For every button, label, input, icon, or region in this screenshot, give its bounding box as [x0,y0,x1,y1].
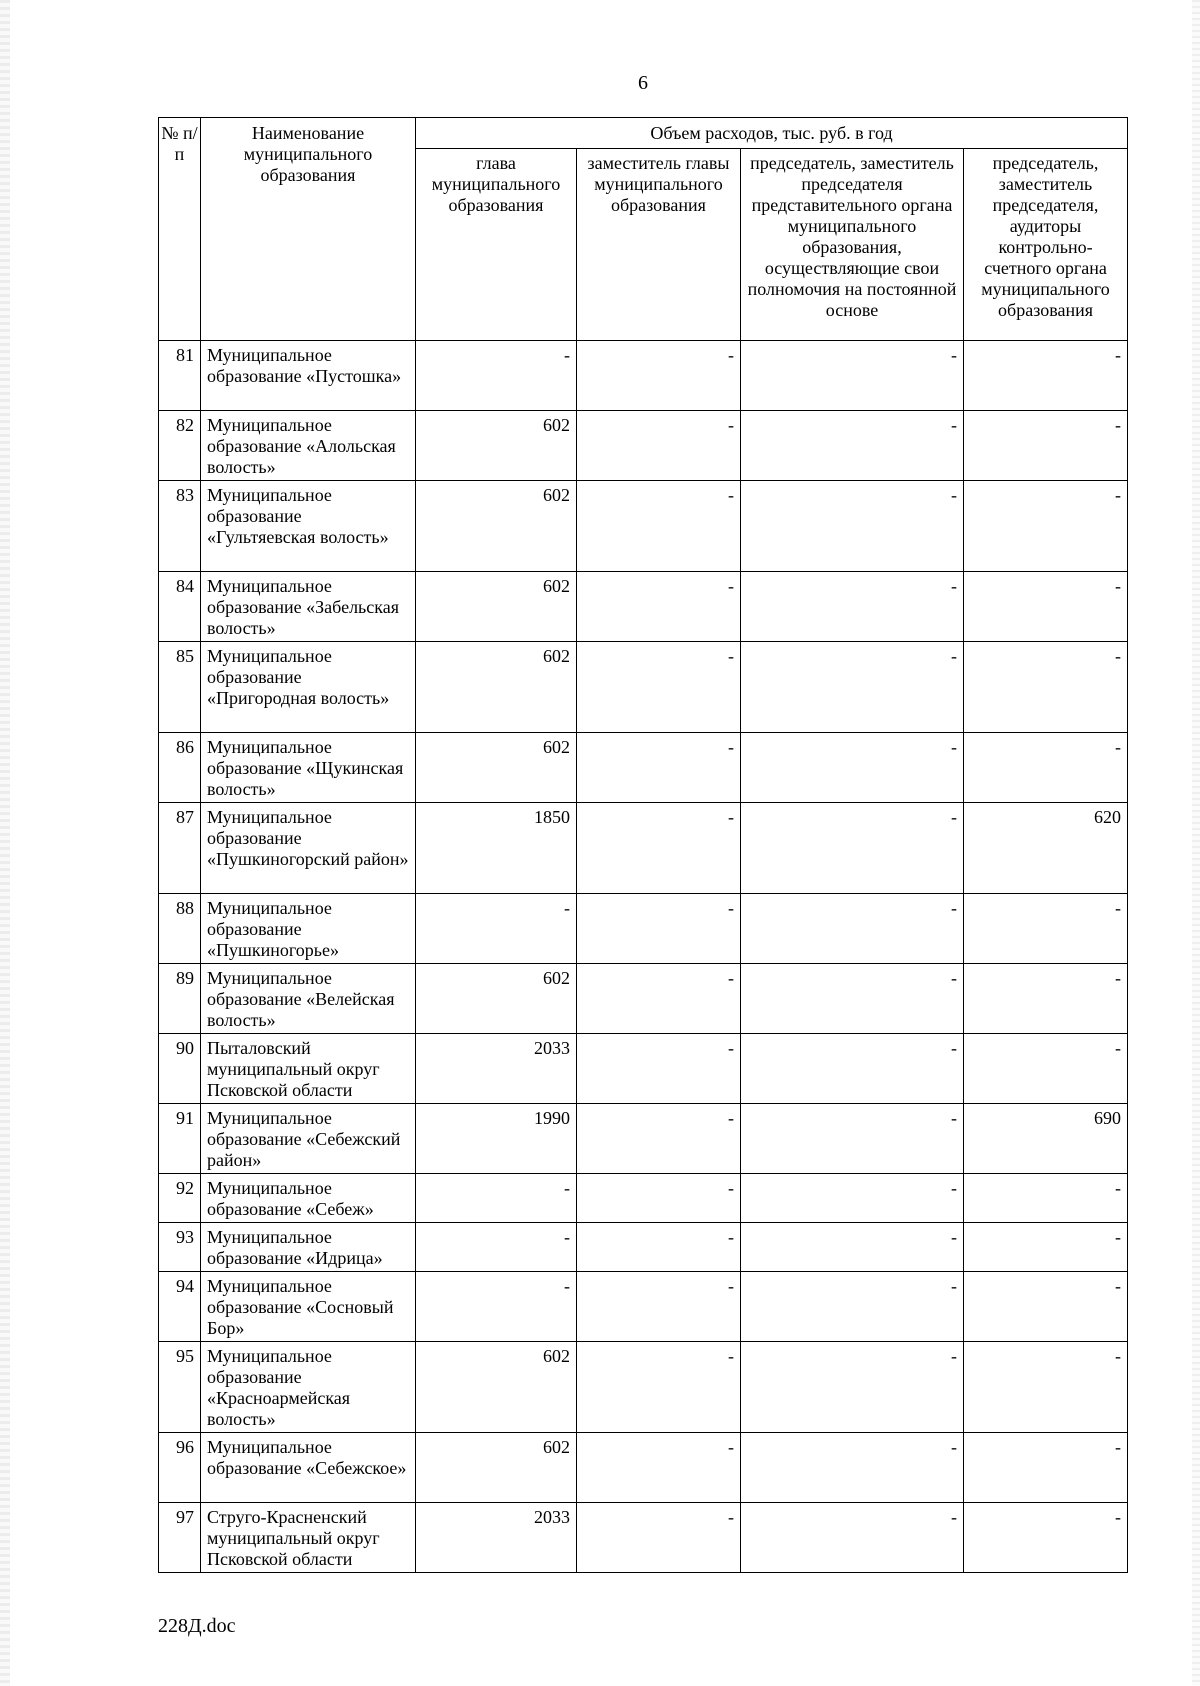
value-audit-chamber: - [964,1034,1128,1104]
value-council-chair: - [741,803,964,894]
value-deputy: - [577,572,741,642]
value-head: - [416,1272,577,1342]
row-number: 93 [159,1223,201,1272]
municipality-name: Муниципальное образование «Себеж» [201,1174,416,1223]
municipality-name: Муниципальное образование «Пушкиногорье» [201,894,416,964]
value-audit-chamber: - [964,1503,1128,1573]
table-row [159,1272,1128,1342]
row-number: 95 [159,1342,201,1433]
row-number: 87 [159,803,201,894]
value-head: 602 [416,481,577,572]
table-row [159,1503,1128,1573]
value-council-chair: - [741,1104,964,1174]
municipality-name: Муниципальное образование «Щукинская волость» [201,733,416,803]
municipality-name: Муниципальное образование «Велейская волость» [201,964,416,1034]
value-council-chair: - [741,1272,964,1342]
value-audit-chamber: - [964,642,1128,733]
header-col-council-chair: председатель, заместитель председателя представительного органа муниципального образования, осуществляющие свои полномочия на постоянной основе [741,149,964,341]
table-row [159,733,1128,803]
table-row [159,1342,1128,1433]
table-body [159,341,1128,1573]
row-number: 86 [159,733,201,803]
value-deputy: - [577,1342,741,1433]
header-col-deputy: заместитель главы муниципального образования [577,149,741,341]
value-deputy: - [577,803,741,894]
value-deputy: - [577,964,741,1034]
row-number: 92 [159,1174,201,1223]
table-row [159,964,1128,1034]
row-number: 83 [159,481,201,572]
value-deputy: - [577,1104,741,1174]
value-council-chair: - [741,1342,964,1433]
value-council-chair: - [741,964,964,1034]
value-audit-chamber: - [964,894,1128,964]
value-council-chair: - [741,341,964,411]
value-deputy: - [577,411,741,481]
value-audit-chamber: - [964,1223,1128,1272]
row-number: 84 [159,572,201,642]
value-head: - [416,1174,577,1223]
value-audit-chamber: - [964,964,1128,1034]
value-head: 602 [416,964,577,1034]
value-audit-chamber: - [964,1272,1128,1342]
municipality-name: Муниципальное образование «Забельская волость» [201,572,416,642]
value-head: 602 [416,411,577,481]
table-row [159,803,1128,894]
value-head: 2033 [416,1034,577,1104]
value-deputy: - [577,1503,741,1573]
municipality-name: Муниципальное образование «Пушкиногорский район» [201,803,416,894]
table-row [159,1223,1128,1272]
value-audit-chamber: - [964,411,1128,481]
value-council-chair: - [741,411,964,481]
row-number: 81 [159,341,201,411]
value-deputy: - [577,894,741,964]
municipality-name: Муниципальное образование «Пустошка» [201,341,416,411]
row-number: 90 [159,1034,201,1104]
row-number: 89 [159,964,201,1034]
value-head: 602 [416,642,577,733]
document-filename: 228Д.doc [158,1615,236,1637]
value-council-chair: - [741,1034,964,1104]
value-head: 2033 [416,1503,577,1573]
row-number: 88 [159,894,201,964]
row-number: 96 [159,1433,201,1503]
municipality-name: Пыталовский муниципальный округ Псковской области [201,1034,416,1104]
page-number: 6 [638,72,648,94]
value-audit-chamber: - [964,1342,1128,1433]
municipality-name: Муниципальное образование «Красноармейская волость» [201,1342,416,1433]
table-row [159,341,1128,411]
scan-edge-left [0,0,10,1686]
value-council-chair: - [741,642,964,733]
value-audit-chamber: 690 [964,1104,1128,1174]
header-name: Наименование муниципального образования [201,118,416,341]
table-row [159,1034,1128,1104]
value-council-chair: - [741,1433,964,1503]
table-row [159,411,1128,481]
value-audit-chamber: - [964,572,1128,642]
value-deputy: - [577,341,741,411]
expenses-table [158,117,1128,1573]
value-audit-chamber: - [964,481,1128,572]
value-deputy: - [577,1223,741,1272]
header-col-head: глава муниципального образования [416,149,577,341]
municipality-name: Муниципальное образование «Гультяевская волость» [201,481,416,572]
value-head: - [416,1223,577,1272]
table-row [159,1433,1128,1503]
value-council-chair: - [741,894,964,964]
municipality-name: Муниципальное образование «Пригородная волость» [201,642,416,733]
value-audit-chamber: - [964,733,1128,803]
value-council-chair: - [741,481,964,572]
value-deputy: - [577,481,741,572]
value-audit-chamber: - [964,1433,1128,1503]
value-deputy: - [577,1433,741,1503]
value-head: 602 [416,1433,577,1503]
table-row [159,1174,1128,1223]
table-row [159,1104,1128,1174]
table-row [159,894,1128,964]
value-deputy: - [577,1174,741,1223]
municipality-name: Муниципальное образование «Себежский район» [201,1104,416,1174]
value-head: - [416,341,577,411]
value-head: 1850 [416,803,577,894]
table-row [159,572,1128,642]
header-col-audit-chamber: председатель, заместитель председателя, аудиторы контрольно-счетного органа муниципального образования [964,149,1128,341]
row-number: 94 [159,1272,201,1342]
value-head: - [416,894,577,964]
municipality-name: Муниципальное образование «Себежское» [201,1433,416,1503]
value-council-chair: - [741,1503,964,1573]
value-deputy: - [577,733,741,803]
row-number: 97 [159,1503,201,1573]
value-head: 1990 [416,1104,577,1174]
value-deputy: - [577,1272,741,1342]
value-council-chair: - [741,572,964,642]
table-row [159,642,1128,733]
municipality-name: Муниципальное образование «Идрица» [201,1223,416,1272]
header-row-1 [159,118,1128,149]
value-head: 602 [416,733,577,803]
row-number: 91 [159,1104,201,1174]
value-deputy: - [577,642,741,733]
value-head: 602 [416,1342,577,1433]
table-row [159,481,1128,572]
municipality-name: Муниципальное образование «Алольская волость» [201,411,416,481]
value-head: 602 [416,572,577,642]
header-num: № п/п [159,118,201,341]
value-council-chair: - [741,1223,964,1272]
row-number: 85 [159,642,201,733]
municipality-name: Муниципальное образование «Сосновый Бор» [201,1272,416,1342]
value-audit-chamber: - [964,341,1128,411]
row-number: 82 [159,411,201,481]
value-council-chair: - [741,733,964,803]
municipality-name: Струго-Красненский муниципальный округ Псковской области [201,1503,416,1573]
header-expenses-group: Объем расходов, тыс. руб. в год [416,118,1128,149]
scan-edge-right [1192,0,1200,1686]
value-audit-chamber: 620 [964,803,1128,894]
value-audit-chamber: - [964,1174,1128,1223]
value-deputy: - [577,1034,741,1104]
value-council-chair: - [741,1174,964,1223]
